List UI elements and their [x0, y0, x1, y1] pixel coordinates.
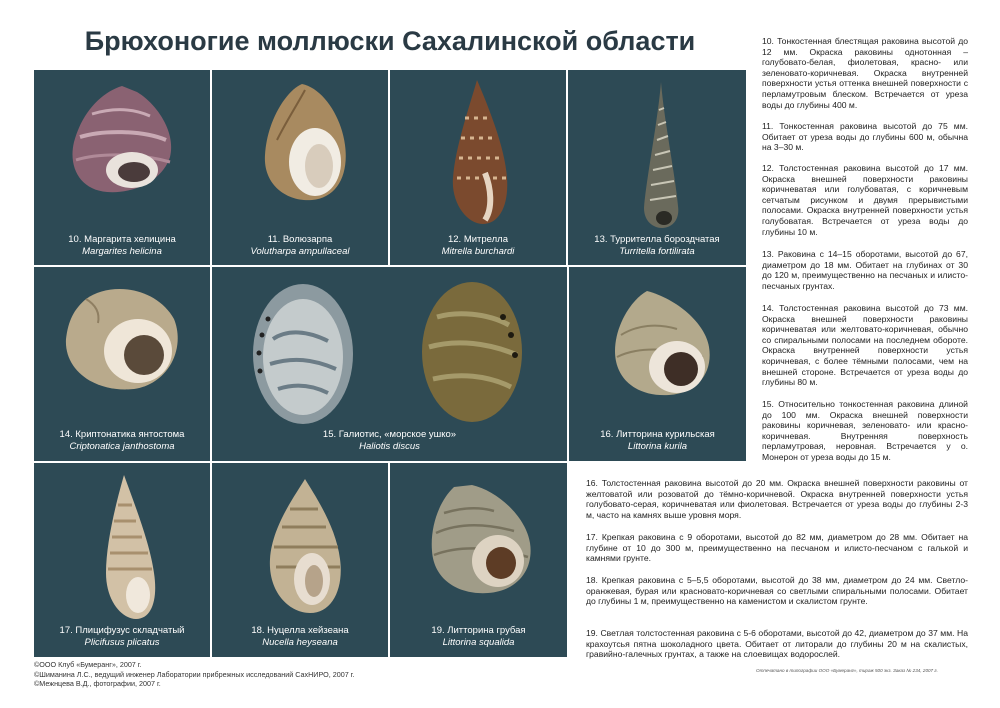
description-19: 19. Светлая толстостенная раковина с 5-6 оборотами, высотой до 42, диаметром до 37 мм. На крахоутсья пятна шоколадного цвета. Обитает от литорали до глубины 20 м на скалистых, гравийно-галечных грунтах, а также на слоевищах водорослей. — [586, 628, 968, 660]
caption-latin: Plicifusus plicatus — [84, 637, 160, 648]
caption-latin: Littorina kurila — [627, 441, 688, 452]
caption-latin: Littorina squalida — [442, 637, 515, 648]
description-12: 12. Толстостенная раковина высотой до 17 мм. Окраска внешней поверхности раковины коричневатая или голубоватая, с коричневым сетчатым рисунком и двумя прерывистыми полосами. Окраска внутренней поверхности устья голубоватая. Встречается от уреза воды до глубины 10 м. — [762, 163, 968, 237]
caption-latin: Volutharpa ampullaceal — [250, 246, 350, 257]
caption-latin: Turritella fortilirata — [619, 246, 695, 257]
caption-latin: Nucella heyseana — [262, 637, 338, 648]
panel-nucella — [212, 463, 388, 657]
caption-latin: Haliotis discus — [359, 441, 420, 452]
margarites-shell-image — [62, 82, 182, 197]
panel-margarites — [34, 70, 210, 265]
caption-title: 14. Криптонатика янтостома — [59, 429, 185, 440]
volutharpa-shell-image — [257, 80, 352, 205]
page-title: Брюхоногие моллюски Сахалинской области — [84, 26, 696, 56]
panel-littorina-squalida — [390, 463, 567, 657]
haliotis-inner-shell-image — [248, 279, 358, 429]
haliotis-outer-shell-image — [417, 277, 527, 427]
publisher-line: Отпечатано в типографии ООО «Бумеранг», тираж 500 экз. Заказ № 234, 2007 г. — [756, 668, 938, 673]
credit-line: ©Шиманина Л.С., ведущий инженер Лаборатории прибрежных исследований СахНИРО, 2007 г. — [34, 669, 355, 679]
description-13: 13. Раковина с 14–15 оборотами, высотой до 67, диаметром до 18 мм. Обитает на глубинах от 30 до 120 м, преимущественно на песчаных и илисто-песчаных грунтах. — [762, 249, 968, 291]
credits — [34, 660, 354, 689]
caption-title: 18. Нуцелла хейзеана — [251, 625, 349, 636]
criptonatica-shell-image — [56, 279, 186, 394]
nucella-shell-image — [260, 477, 350, 617]
description-10: 10. Тонкостенная блестящая раковина высотой до 12 мм. Окраска раковины однотонная – голубовато-белая, фиолетовая, красно- или зеленовато-коричневая. Окраска внутренней поверхности устья оттенка внешней поверхности с перламутровым блеском. Встречается от уреза воды до глубины 400 м. — [762, 36, 968, 110]
panel-volutharpa — [212, 70, 388, 265]
turritella-shell-image — [636, 80, 686, 230]
mitrella-shell-image — [445, 78, 515, 228]
littorina-kurila-shell-image — [607, 285, 717, 400]
caption-title: 11. Волюзарпа — [267, 234, 333, 245]
panel-haliotis — [212, 267, 567, 461]
credit-line: ©Межнцева В.Д., фотографии, 2007 г. — [34, 679, 161, 688]
caption-latin: Criptonatica janthostoma — [69, 441, 175, 452]
description-17: 17. Крепкая раковина с 9 оборотами, высотой до 82 мм, диаметром до 28 мм. Обитает на глубине от 10 до 300 м, преимущественно на песчаном и илисто-песчаном с галькой и камнями грунте. — [586, 532, 968, 564]
caption-title: 19. Литторина грубая — [431, 625, 526, 636]
panel-plicifusus — [34, 463, 210, 657]
caption-title: 10. Маргарита хелицина — [68, 234, 176, 245]
littorina-squalida-shell-image — [424, 477, 539, 597]
description-15: 15. Относительно тонкостенная раковина длиной до 100 мм. Окраска внешней поверхности раковины коричневая, зеленовато- или красно-коричневая. Внутренняя поверхность перламутровая, неровная. Встречается у о. Монерон от уреза воды до 15 м. — [762, 399, 968, 462]
plicifusus-shell-image — [94, 473, 164, 623]
description-16: 16. Толстостенная раковина высотой до 20 мм. Окраска внешней поверхности раковины от желтоватой или розоватой до тёмно-коричневой. Окраска внутренней поверхности устья голубовато-серая, коричневатая или фиолетовая. Встречается от уреза воды до глубины 2-3 м, часто на камнях выше уровня моря. — [586, 478, 968, 520]
caption-title: 16. Литторина курильская — [600, 429, 715, 440]
caption-latin: Margarites helicina — [82, 246, 162, 257]
panel-criptonatica — [34, 267, 210, 461]
credit-line: ©ООО Клуб «Бумеранг», 2007 г. — [34, 660, 142, 669]
caption-title: 15. Галиотис, «морское ушко» — [322, 429, 457, 440]
description-14: 14. Толстостенная раковина высотой до 73 мм. Окраска внешней поверхности раковины коричневатая или желтовато-коричневая, обычно со спиральными полосами на последнем обороте. Окраска внутренней поверхности устья коричневая, с более тёмными полосами, чем на внешней стороне. Встречается от уреза воды до глубины 80 м. — [762, 303, 968, 388]
description-11: 11. Тонкостенная раковина высотой до 75 мм. Обитает от уреза воды до глубины 600 м, обычна на 3–30 м. — [762, 121, 968, 153]
panel-turritella — [568, 70, 746, 265]
description-18: 18. Крепкая раковина с 5–5,5 оборотами, высотой до 38 мм, диаметром до 24 мм. Светло-оранжевая, бурая или красновато-коричневая со светлыми спиральными полосами. Обитает до глубины 1 м, преимущественно на каменистом и скалистом грунте. — [586, 575, 968, 607]
panel-littorina-kurila — [569, 267, 746, 461]
caption-title: 12. Митрелла — [447, 234, 509, 245]
panel-mitrella — [390, 70, 566, 265]
caption-title: 13. Туррителла бороздчатая — [594, 234, 720, 245]
caption-title: 17. Плицифузус складчатый — [59, 625, 185, 636]
caption-latin: Mitrella burchardi — [441, 246, 515, 257]
